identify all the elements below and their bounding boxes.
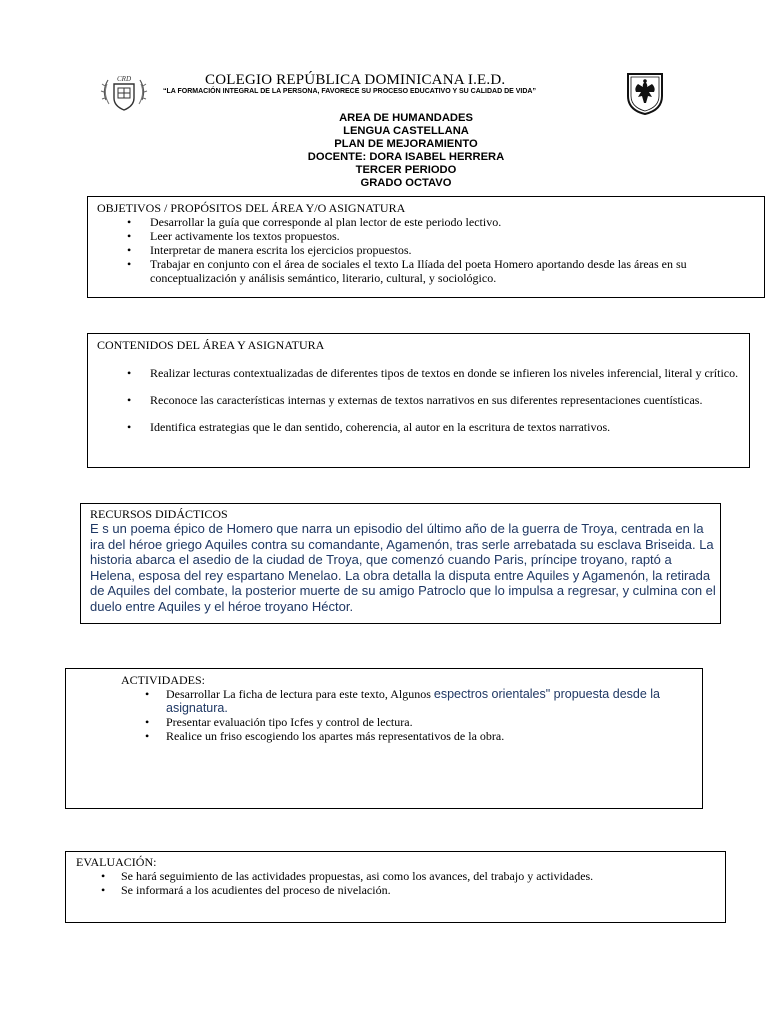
list-item: • Trabajar en conjunto con el área de sociales el texto La Ilíada del poeta Homero aportando desde las áreas en su conceptualización y análisis semántico, literario, cultural, y sociológico. [97, 257, 764, 285]
list-item: • Interpretar de manera escrita los ejercicios propuestos. [97, 243, 764, 257]
title-grade: GRADO OCTAVO [360, 177, 452, 189]
document-titles [0, 112, 768, 190]
actividad-1-highlight: espectros orientales" propuesta desde la asignatura. [166, 687, 660, 715]
recursos-heading: RECURSOS DIDÁCTICOS [90, 507, 228, 521]
school-crest-icon [100, 72, 148, 114]
school-name: COLEGIO REPÚBLICA DOMINICANA I.E.D. [205, 72, 506, 88]
list-item: • Realizar lecturas contextualizadas de diferentes tipos de textos en donde se infieren los niveles inferencial, literal y crítico. [97, 366, 749, 380]
list-item [121, 687, 702, 715]
list-item: • Reconoce las características internas y externas de textos narrativos en sus diferentes representaciones cuentísticas. [97, 393, 749, 407]
actividad-1-text: Desarrollar La ficha de lectura para este texto, Algunos [166, 687, 434, 701]
title-teacher: DOCENTE: DORA ISABEL HERRERA [307, 151, 505, 163]
actividades-section [65, 668, 703, 809]
evaluacion-list [76, 869, 725, 897]
list-item: • Leer activamente los textos propuestos. [97, 229, 764, 243]
evaluacion-heading: EVALUACIÓN: [76, 855, 157, 869]
objetivos-heading: OBJETIVOS / PROPÓSITOS DEL ÁREA Y/O ASIGNATURA [97, 201, 406, 215]
school-motto: “LA FORMACIÓN INTEGRAL DE LA PERSONA, FAVORECE SU PROCESO EDUCATIVO Y SU CALIDAD DE VIDA” [163, 88, 536, 95]
title-subject: LENGUA CASTELLANA [343, 125, 469, 137]
list-item: • Realice un friso escogiendo los apartes más representativos de la obra. [121, 729, 702, 743]
recursos-section [80, 503, 721, 624]
contenidos-heading: CONTENIDOS DEL ÁREA Y ASIGNATURA [97, 338, 325, 352]
title-period: TERCER PERIODO [355, 164, 457, 176]
list-item: • Identifica estrategias que le dan sentido, coherencia, al autor en la escritura de textos narrativos. [97, 420, 749, 434]
title-plan: PLAN DE MEJORAMIENTO [334, 138, 478, 150]
actividades-heading: ACTIVIDADES: [121, 673, 205, 687]
objetivos-list [97, 215, 764, 285]
list-item: • Desarrollar la guía que corresponde al plan lector de este periodo lectivo. [97, 215, 764, 229]
list-item: • Se informará a los acudientes del proceso de nivelación. [76, 883, 725, 897]
recursos-text: E s un poema épico de Homero que narra un episodio del último año de la guerra de Troya, centrada en la ira del héroe griego Aquiles contra su comandante, Agamenón, tras serle arrebatada su esclava Briseida. La historia abarca el asedio de la ciudad de Troya, que comenzó cuando Paris, príncipe troyano, raptó a Helena, esposa del rey espartano Menelao. La obra detalla la disputa entre Aquiles y Agamenón, la retirada de Aquiles del combate, la posterior muerte de su amigo Patroclo que lo impulsa a regresar, y culmina con el duelo entre Aquiles y el héroe troyano Héctor. [90, 521, 716, 614]
objetivos-section [87, 196, 765, 298]
list-item: • Presentar evaluación tipo Icfes y control de lectura. [121, 715, 702, 729]
contenidos-section [87, 333, 750, 468]
logo-left-text: CRD [117, 75, 131, 83]
list-item: • Se hará seguimiento de las actividades propuestas, asi como los avances, del trabajo y actividades. [76, 869, 725, 883]
evaluacion-section [65, 851, 726, 923]
title-area: AREA DE HUMANDADES [339, 112, 473, 124]
actividades-list [121, 687, 702, 743]
contenidos-list [97, 366, 749, 434]
eagle-shield-icon [622, 70, 668, 116]
